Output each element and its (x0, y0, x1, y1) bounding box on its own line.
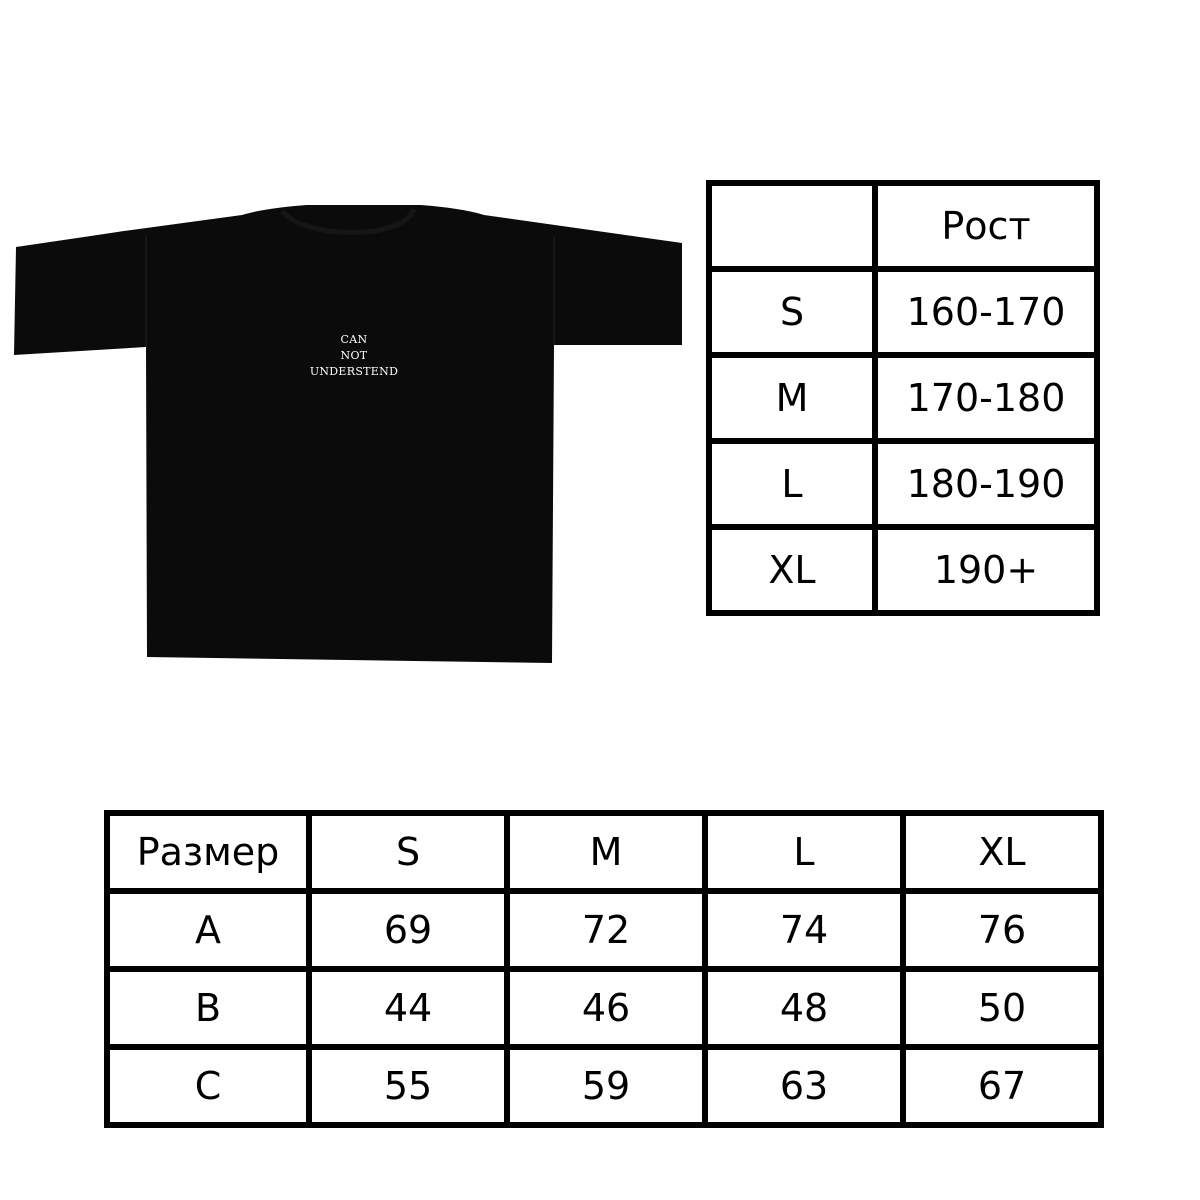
table-row (709, 527, 1097, 613)
measurement-value: 69 (309, 891, 507, 969)
size-header-cell: S (309, 813, 507, 891)
tshirt-illustration (14, 205, 684, 665)
measurement-value: 67 (903, 1047, 1101, 1125)
table-row (107, 969, 1101, 1047)
measurement-value: 63 (705, 1047, 903, 1125)
table-header-row (709, 183, 1097, 269)
measurement-value: 50 (903, 969, 1101, 1047)
measurement-value: 44 (309, 969, 507, 1047)
table-header-row (107, 813, 1101, 891)
print-line-1: CAN (340, 333, 368, 346)
table-row (709, 441, 1097, 527)
height-value: 170-180 (875, 355, 1097, 441)
size-label: L (709, 441, 875, 527)
measurement-value: 55 (309, 1047, 507, 1125)
measurement-value: 46 (507, 969, 705, 1047)
size-label: XL (709, 527, 875, 613)
table-row (107, 1047, 1101, 1125)
measurement-value: 59 (507, 1047, 705, 1125)
measurement-label: A (107, 891, 309, 969)
measurement-value: 72 (507, 891, 705, 969)
table-row (107, 891, 1101, 969)
table-row (709, 269, 1097, 355)
size-column-header: Размер (107, 813, 309, 891)
height-size-table (706, 180, 1100, 616)
height-value: 160-170 (875, 269, 1097, 355)
table-cell (709, 183, 875, 269)
height-column-header: Рост (875, 183, 1097, 269)
size-label: M (709, 355, 875, 441)
measurement-label: C (107, 1047, 309, 1125)
measurement-size-table (104, 810, 1104, 1128)
table-row (709, 355, 1097, 441)
tshirt-product-image (14, 205, 684, 665)
height-value: 180-190 (875, 441, 1097, 527)
print-line-3: UNDERSTEND (309, 365, 399, 378)
size-header-cell: M (507, 813, 705, 891)
height-value: 190+ (875, 527, 1097, 613)
measurement-value: 74 (705, 891, 903, 969)
size-header-cell: XL (903, 813, 1101, 891)
measurement-label: B (107, 969, 309, 1047)
tshirt-body (14, 205, 682, 663)
measurement-value: 76 (903, 891, 1101, 969)
print-line-2: NOT (340, 349, 368, 362)
size-label: S (709, 269, 875, 355)
size-header-cell: L (705, 813, 903, 891)
measurement-value: 48 (705, 969, 903, 1047)
